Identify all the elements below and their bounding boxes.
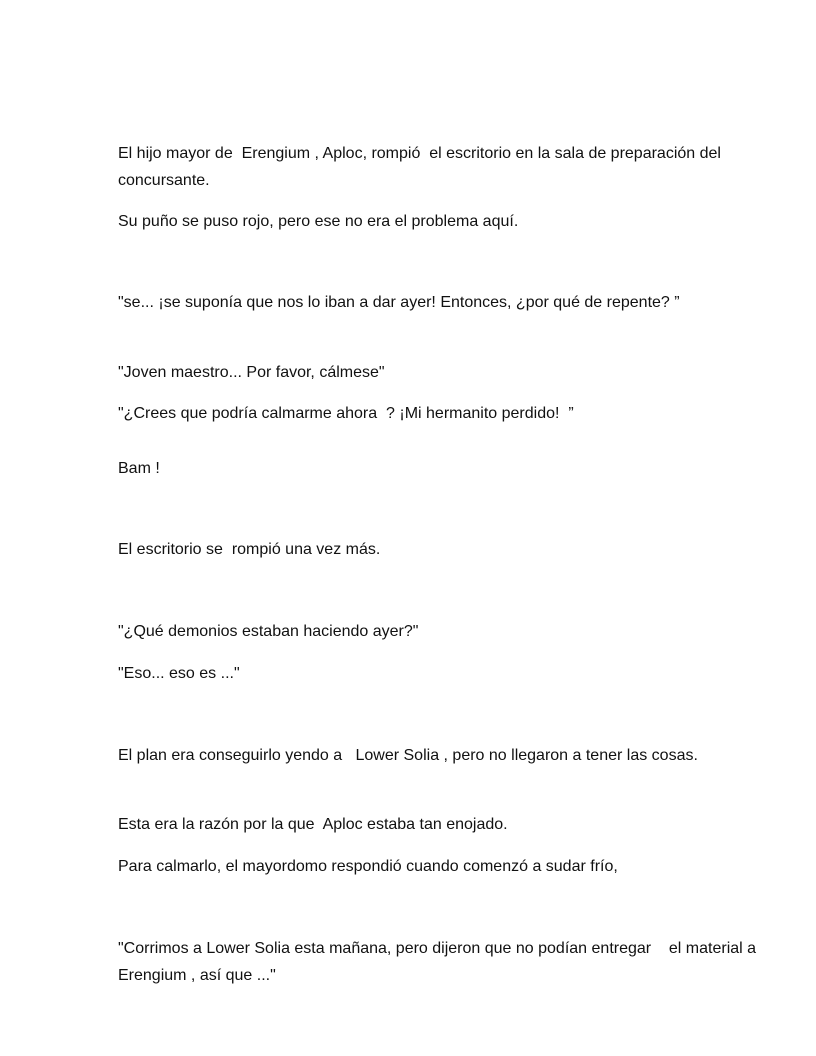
paragraph-8: "¿Qué demonios estaban haciendo ayer?" [118, 623, 419, 640]
paragraph-5: "¿Crees que podría calmarme ahora ? ¡Mi hermanito perdido! ” [118, 405, 574, 422]
paragraph-7: El escritorio se rompió una vez más. [118, 541, 381, 558]
paragraph-6: Bam ! [118, 460, 160, 477]
paragraph-2: Su puño se puso rojo, pero ese no era el problema aquí. [118, 213, 519, 230]
paragraph-13: "Corrimos a Lower Solia esta mañana, pero dijeron que no podían entregar el material a Erengium , así que ..." [118, 940, 765, 984]
paragraph-9: "Eso... eso es ..." [118, 665, 240, 682]
paragraph-11: Esta era la razón por la que Aploc estaba tan enojado. [118, 816, 508, 833]
paragraph-3: "se... ¡se suponía que nos lo iban a dar ayer! Entonces, ¿por qué de repente? ” [118, 294, 680, 311]
paragraph-12: Para calmarlo, el mayordomo respondió cuando comenzó a sudar frío, [118, 858, 618, 875]
paragraph-4: "Joven maestro... Por favor, cálmese" [118, 364, 385, 381]
paragraph-10: El plan era conseguirlo yendo a Lower Solia , pero no llegaron a tener las cosas. [118, 747, 698, 764]
paragraph-1: El hijo mayor de Erengium , Aploc, rompió el escritorio en la sala de preparación del concursante. [118, 145, 726, 189]
